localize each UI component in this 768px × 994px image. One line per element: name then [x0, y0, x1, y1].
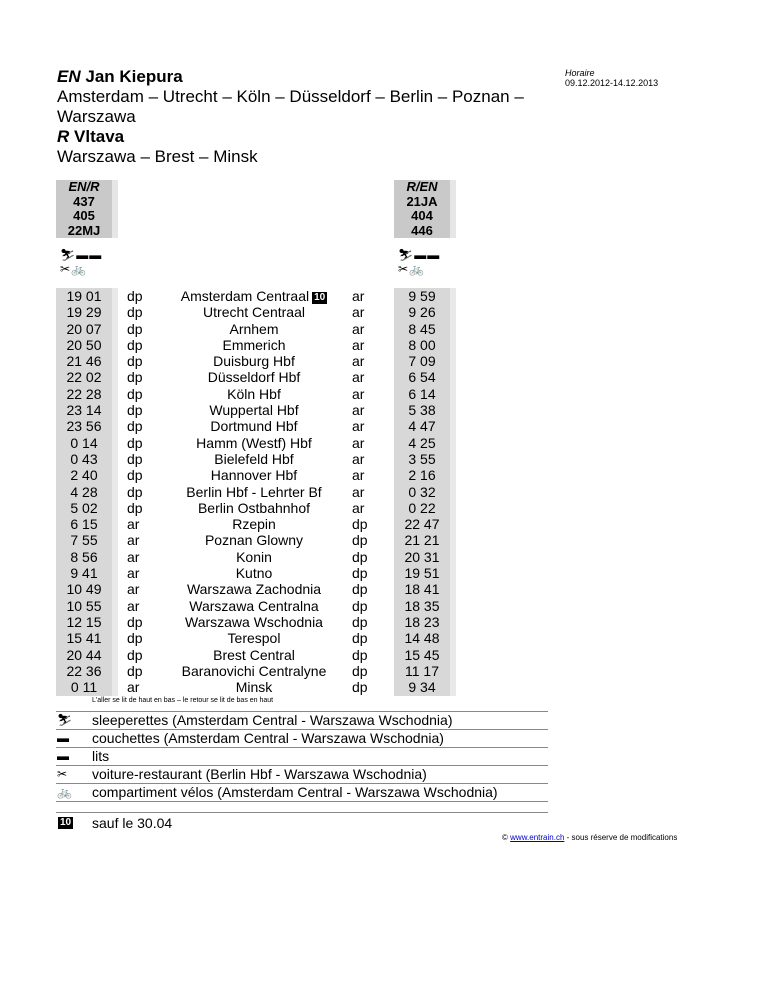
train-name-2: Vltava	[74, 127, 125, 146]
table-row	[56, 679, 456, 695]
header-shadow-right	[450, 180, 456, 238]
legend-text: compartiment vélos (Amsterdam Central - Warszawa Wschodnia)	[92, 784, 498, 800]
outbound-time: 22 02	[66, 369, 102, 386]
outbound-time: 23 14	[66, 402, 102, 419]
return-time: 6 54	[408, 369, 436, 386]
outbound-arr-dep: ar	[127, 516, 140, 533]
sleeperette-icon: ⛷	[57, 713, 73, 727]
outbound-arr-dep: ar	[127, 532, 140, 549]
station-label: Utrecht Centraal	[203, 304, 305, 321]
station-name	[168, 402, 340, 418]
outbound-time: 19 29	[66, 304, 102, 321]
outbound-arr-dep: dp	[127, 385, 143, 402]
header-shadow-left	[112, 180, 118, 238]
outbound-time: 20 07	[66, 320, 102, 337]
train-category: EN	[57, 67, 81, 86]
return-time: 6 14	[408, 385, 436, 402]
outbound-time: 21 46	[66, 353, 102, 370]
table-row	[56, 647, 456, 663]
return-arr-dep: dp	[352, 613, 368, 630]
return-arr-dep: ar	[352, 499, 365, 516]
table-row	[56, 435, 456, 451]
station-label: Bielefeld Hbf	[214, 450, 294, 467]
bed-icon: ▬	[57, 749, 69, 763]
return-time: 9 26	[408, 304, 436, 321]
table-row	[56, 353, 456, 369]
return-arr-dep: ar	[352, 353, 365, 370]
return-arr-dep: dp	[352, 516, 368, 533]
return-arr-dep: ar	[352, 385, 365, 402]
table-row	[56, 467, 456, 483]
outbound-arr-dep: dp	[127, 630, 143, 647]
station-label: Warszawa Wschodnia	[185, 613, 323, 630]
table-row	[56, 549, 456, 565]
train-header-right-n3: 446	[411, 222, 433, 238]
outbound-arr-dep: dp	[127, 467, 143, 484]
outbound-time: 22 36	[66, 662, 102, 679]
return-time: 9 34	[408, 679, 436, 696]
service-icons-left-row1: ⛷▬▬	[60, 248, 103, 262]
table-row	[56, 614, 456, 630]
station-name	[168, 386, 340, 402]
return-arr-dep: dp	[352, 532, 368, 549]
return-arr-dep: ar	[352, 288, 365, 304]
station-name	[168, 369, 340, 385]
station-label: Amsterdam Centraal	[180, 288, 310, 304]
table-row	[56, 402, 456, 418]
table-row	[56, 369, 456, 385]
outbound-time: 6 15	[70, 516, 98, 533]
outbound-time: 5 02	[70, 499, 98, 516]
return-time: 5 38	[408, 402, 436, 419]
outbound-time: 12 15	[66, 613, 102, 630]
return-arr-dep: dp	[352, 548, 368, 565]
return-time: 19 51	[404, 565, 440, 582]
return-time: 18 35	[404, 597, 440, 614]
return-arr-dep: dp	[352, 581, 368, 598]
return-time: 4 47	[408, 418, 436, 435]
table-row	[56, 565, 456, 581]
outbound-arr-dep: dp	[127, 402, 143, 419]
legend-item	[56, 765, 548, 783]
outbound-time: 19 01	[66, 288, 102, 304]
train-header-right-n1: 21JA	[406, 193, 438, 209]
table-row	[56, 500, 456, 516]
station-name	[168, 435, 340, 451]
train-header-left	[56, 180, 112, 238]
service-icons-right-row1: ⛷▬▬	[398, 248, 441, 262]
station-name	[168, 467, 340, 483]
outbound-time: 0 43	[70, 450, 98, 467]
return-arr-dep: ar	[352, 467, 365, 484]
return-arr-dep: dp	[352, 630, 368, 647]
outbound-arr-dep: dp	[127, 418, 143, 435]
return-time: 21 21	[404, 532, 440, 549]
outbound-arr-dep: dp	[127, 353, 143, 370]
station-name	[168, 614, 340, 630]
station-name	[168, 630, 340, 646]
outbound-arr-dep: dp	[127, 369, 143, 386]
station-name	[168, 549, 340, 565]
return-time: 18 23	[404, 613, 440, 630]
station-name	[168, 516, 340, 532]
station-name	[168, 321, 340, 337]
train-header-left-n3: 22MJ	[67, 222, 101, 238]
outbound-arr-dep: dp	[127, 304, 143, 321]
copyright	[502, 833, 677, 842]
outbound-time: 23 56	[66, 418, 102, 435]
table-row	[56, 598, 456, 614]
station-label: Emmerich	[222, 336, 286, 353]
copyright-symbol: ©	[502, 833, 508, 842]
legend-item	[56, 729, 548, 747]
station-label: Minsk	[235, 679, 273, 696]
legend-item	[56, 711, 548, 729]
return-arr-dep: dp	[352, 679, 368, 696]
train-name: Jan Kiepura	[85, 67, 183, 86]
return-time: 11 17	[405, 662, 439, 679]
station-label: Arnhem	[229, 320, 279, 337]
footnote-badge: 10	[60, 817, 72, 828]
horaire-block	[565, 68, 658, 88]
route-line-2: Warszawa	[57, 107, 136, 126]
train-header-right	[394, 180, 450, 238]
legend	[56, 711, 548, 802]
station-label: Baranovichi Centralyne	[181, 662, 327, 679]
outbound-arr-dep: ar	[127, 679, 140, 696]
table-row	[56, 321, 456, 337]
table-row	[56, 663, 456, 679]
legend-item	[56, 747, 548, 765]
outbound-time: 0 14	[70, 434, 98, 451]
outbound-time: 22 28	[66, 385, 102, 402]
footnote-text: sauf le 30.04	[92, 815, 173, 831]
station-label: Terespol	[227, 630, 281, 647]
return-arr-dep: dp	[352, 565, 368, 582]
return-time: 3 55	[408, 450, 436, 467]
outbound-arr-dep: dp	[127, 483, 143, 500]
horaire-label: Horaire	[565, 68, 595, 78]
service-icons-left	[60, 248, 102, 276]
outbound-arr-dep: dp	[127, 499, 143, 516]
legend-item	[56, 783, 548, 802]
outbound-arr-dep: dp	[127, 662, 143, 679]
table-row	[56, 386, 456, 402]
station-name	[168, 679, 340, 695]
return-time: 22 47	[404, 516, 440, 533]
outbound-arr-dep: dp	[127, 434, 143, 451]
entrain-link[interactable]: www.entrain.ch	[510, 833, 565, 842]
station-label: Hannover Hbf	[210, 467, 298, 484]
table-row	[56, 630, 456, 646]
outbound-arr-dep: ar	[127, 548, 140, 565]
station-name	[168, 337, 340, 353]
return-arr-dep: ar	[352, 304, 365, 321]
return-time: 9 59	[408, 288, 436, 304]
outbound-time: 2 40	[70, 467, 98, 484]
return-arr-dep: ar	[352, 369, 365, 386]
station-name	[168, 647, 340, 663]
copyright-text: - sous réserve de modifications	[564, 833, 678, 842]
station-name	[168, 451, 340, 467]
return-arr-dep: ar	[352, 336, 365, 353]
outbound-time: 10 49	[66, 581, 102, 598]
station-label: Berlin Ostbahnhof	[197, 499, 311, 516]
station-name	[168, 418, 340, 434]
station-label: Duisburg Hbf	[213, 353, 295, 370]
outbound-arr-dep: ar	[127, 565, 140, 582]
station-name	[168, 288, 340, 304]
service-icons-right-row2: ✂🚲	[398, 262, 425, 276]
return-arr-dep: dp	[352, 597, 368, 614]
station-name	[168, 598, 340, 614]
train-header-left-n2: 405	[73, 208, 95, 223]
title-block	[57, 67, 557, 167]
station-name	[168, 353, 340, 369]
outbound-arr-dep: ar	[127, 581, 140, 598]
table-row	[56, 418, 456, 434]
outbound-arr-dep: dp	[127, 646, 143, 663]
station-name	[168, 663, 340, 679]
station-label: Berlin Hbf - Lehrter Bf	[186, 483, 322, 500]
outbound-arr-dep: dp	[127, 613, 143, 630]
train-header-left-n1: 437	[73, 193, 95, 209]
train-category-2: R	[57, 127, 70, 146]
couchette-icon: ▬	[57, 731, 69, 745]
station-label: Warszawa Zachodnia	[186, 581, 322, 598]
route-line-1: Amsterdam – Utrecht – Köln – Düsseldorf – Berlin – Poznan –	[57, 87, 524, 106]
table-row	[56, 516, 456, 532]
return-time: 14 48	[404, 630, 440, 647]
station-label: Dortmund Hbf	[210, 418, 298, 435]
outbound-time: 8 56	[70, 548, 98, 565]
return-time: 0 22	[408, 499, 436, 516]
station-label: Rzepin	[232, 516, 276, 533]
title-line-2	[57, 127, 557, 147]
service-icons-left-row2: ✂🚲	[60, 262, 87, 276]
station-name	[168, 532, 340, 548]
station-label: Konin	[236, 548, 272, 565]
station-label: Warszawa Centralna	[189, 597, 319, 614]
return-arr-dep: ar	[352, 434, 365, 451]
station-name	[168, 565, 340, 581]
return-arr-dep: ar	[352, 402, 365, 419]
legend-text: couchettes (Amsterdam Central - Warszawa Wschodnia)	[92, 730, 444, 746]
train-header-right-cat: R/EN	[406, 179, 438, 194]
restaurant-icon: ✂	[57, 767, 68, 781]
return-time: 20 31	[404, 548, 440, 565]
return-arr-dep: dp	[352, 662, 368, 679]
return-arr-dep: ar	[352, 483, 365, 500]
return-time: 18 41	[404, 581, 440, 598]
legend-text: lits	[92, 748, 110, 764]
table-row	[56, 532, 456, 548]
outbound-arr-dep: dp	[127, 288, 143, 304]
station-label: Düsseldorf Hbf	[207, 369, 301, 386]
outbound-arr-dep: dp	[127, 320, 143, 337]
return-time: 8 00	[408, 336, 436, 353]
outbound-time: 0 11	[70, 679, 98, 696]
train-header-left-cat: EN/R	[68, 179, 100, 194]
return-time: 4 25	[408, 434, 436, 451]
footnote	[56, 812, 548, 833]
outbound-arr-dep: dp	[127, 336, 143, 353]
table-row	[56, 288, 456, 304]
outbound-time: 7 55	[70, 532, 98, 549]
return-time: 0 32	[408, 483, 436, 500]
table-row	[56, 581, 456, 597]
outbound-time: 10 55	[66, 597, 102, 614]
station-name	[168, 304, 340, 320]
return-arr-dep: ar	[352, 450, 365, 467]
outbound-time: 4 28	[70, 483, 98, 500]
reading-direction-note: L'aller se lit de haut en bas – le retour se lit de bas en haut	[92, 697, 274, 704]
outbound-arr-dep: dp	[127, 450, 143, 467]
station-name	[168, 484, 340, 500]
outbound-time: 20 44	[66, 646, 102, 663]
station-label: Brest Central	[213, 646, 295, 663]
station-name	[168, 500, 340, 516]
service-icons-right	[398, 248, 440, 276]
return-time: 7 09	[408, 353, 436, 370]
timetable	[56, 288, 456, 695]
table-row	[56, 451, 456, 467]
station-label: Köln Hbf	[227, 385, 281, 402]
outbound-time: 20 50	[66, 336, 102, 353]
return-time: 8 45	[408, 320, 436, 337]
return-arr-dep: ar	[352, 320, 365, 337]
station-label: Poznan Glowny	[204, 532, 304, 549]
station-label: Hamm (Westf) Hbf	[196, 434, 312, 451]
footnote-marker: 10	[314, 292, 326, 303]
train-header-right-n2: 404	[411, 208, 433, 223]
return-arr-dep: ar	[352, 418, 365, 435]
legend-text: sleeperettes (Amsterdam Central - Warszawa Wschodnia)	[92, 712, 453, 728]
route-line-3: Warszawa – Brest – Minsk	[57, 147, 258, 166]
title-line-1	[57, 67, 557, 87]
table-row	[56, 304, 456, 320]
station-label: Wuppertal Hbf	[209, 402, 299, 419]
outbound-time: 15 41	[66, 630, 102, 647]
outbound-arr-dep: ar	[127, 597, 140, 614]
return-time: 2 16	[408, 467, 436, 484]
return-time: 15 45	[404, 646, 440, 663]
station-name	[168, 581, 340, 597]
table-row	[56, 337, 456, 353]
table-row	[56, 484, 456, 500]
horaire-period: 09.12.2012-14.12.2013	[565, 78, 659, 88]
bicycle-icon: 🚲	[57, 785, 72, 799]
return-arr-dep: dp	[352, 646, 368, 663]
station-label: Kutno	[235, 565, 273, 582]
outbound-time: 9 41	[70, 565, 98, 582]
legend-text: voiture-restaurant (Berlin Hbf - Warszawa Wschodnia)	[92, 766, 427, 782]
